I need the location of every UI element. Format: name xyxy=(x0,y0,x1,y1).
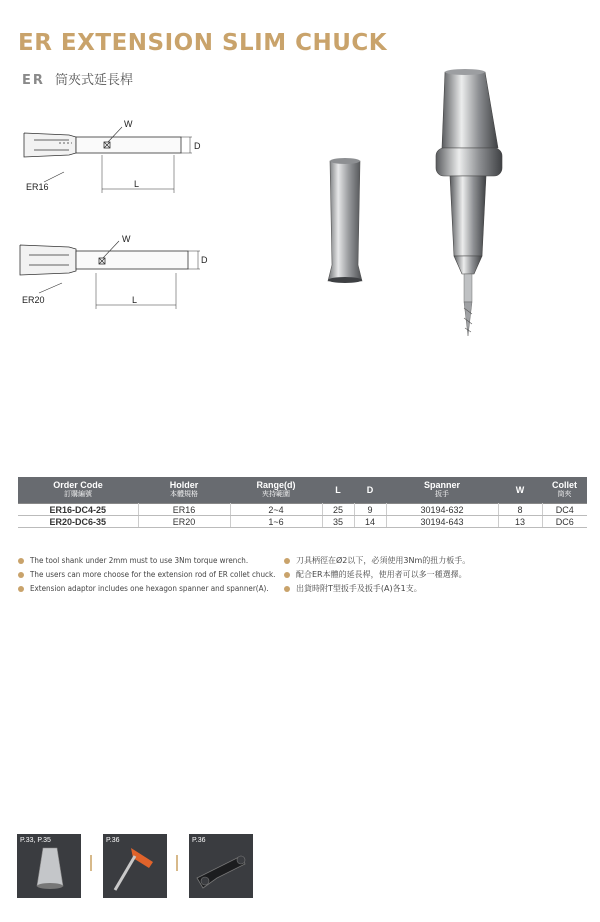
cell-range: 1~6 xyxy=(230,516,322,528)
page-ref-label: P.36 xyxy=(192,837,206,844)
cell-w: 13 xyxy=(498,516,542,528)
page-ref-label: P.36 xyxy=(106,837,120,844)
er16-label: ER16 xyxy=(26,182,49,192)
notes-english xyxy=(18,555,275,597)
cell-w: 8 xyxy=(498,504,542,516)
er20-d-label: D xyxy=(201,255,208,265)
header-w: W xyxy=(498,477,542,504)
subtitle-zh: 筒夾式延長桿 xyxy=(55,73,134,88)
note-item: 配合ER本體的延長桿，使用者可以多一種選擇。 xyxy=(284,569,470,583)
page-subtitle xyxy=(22,69,133,88)
cell-l: 35 xyxy=(322,516,354,528)
subtitle-prefix: ER xyxy=(22,73,45,88)
er20-drawing xyxy=(14,233,214,313)
table-row xyxy=(18,504,587,516)
collet-thumbnail[interactable] xyxy=(17,834,81,898)
thumbnail-divider xyxy=(90,855,92,871)
thumbnail-divider xyxy=(176,855,178,871)
header-order-code: Order Code 訂購編號 xyxy=(18,477,138,504)
er16-l-label: L xyxy=(134,179,140,189)
cell-d: 14 xyxy=(354,516,386,528)
cell-l: 25 xyxy=(322,504,354,516)
cell-d: 9 xyxy=(354,504,386,516)
header-spanner: Spanner 扳手 xyxy=(386,477,498,504)
page-ref-label: P.33, P.35 xyxy=(20,837,51,844)
spanner-thumbnail[interactable] xyxy=(189,834,253,898)
header-collet: Collet 筒夾 xyxy=(542,477,587,504)
header-d: D xyxy=(354,477,386,504)
cell-holder: ER16 xyxy=(138,504,230,516)
collet-photo xyxy=(322,155,368,285)
er20-label: ER20 xyxy=(22,295,45,305)
cell-collet: DC6 xyxy=(542,516,587,528)
note-item: The users can more choose for the extension rod of ER collet chuck. xyxy=(18,569,275,583)
er16-d-label: D xyxy=(194,141,201,151)
header-holder: Holder 本體規格 xyxy=(138,477,230,504)
t-wrench-icon xyxy=(103,834,167,898)
cell-collet: DC4 xyxy=(542,504,587,516)
er16-w-label: W xyxy=(124,119,133,129)
t-wrench-thumbnail[interactable] xyxy=(103,834,167,898)
er20-w-label: W xyxy=(122,234,131,244)
header-l: L xyxy=(322,477,354,504)
cell-spanner: 30194-632 xyxy=(386,504,498,516)
holder-photo xyxy=(430,66,510,341)
note-item: 出貨時附T型扳手及扳手(A)各1支。 xyxy=(284,583,470,597)
header-range: Range(d) 夾持範圍 xyxy=(230,477,322,504)
er16-drawing xyxy=(14,115,214,200)
er20-l-label: L xyxy=(132,295,138,305)
notes-chinese xyxy=(284,555,470,597)
spec-table xyxy=(18,477,587,528)
note-item: 刀具柄徑在Ø2以下，必須使用3Nm的扭力板手。 xyxy=(284,555,470,569)
collet-icon xyxy=(17,834,81,898)
cell-holder: ER20 xyxy=(138,516,230,528)
table-row xyxy=(18,516,587,528)
cell-spanner: 30194-643 xyxy=(386,516,498,528)
cell-order-code: ER16-DC4-25 xyxy=(18,504,138,516)
table-header-row xyxy=(18,477,587,504)
note-item: Extension adaptor includes one hexagon spanner and spanner(A). xyxy=(18,583,275,597)
cell-range: 2~4 xyxy=(230,504,322,516)
spanner-icon xyxy=(189,834,253,898)
page-title: ER EXTENSION SLIM CHUCK xyxy=(18,30,388,56)
note-item: The tool shank under 2mm must to use 3Nm torque wrench. xyxy=(18,555,275,569)
cell-order-code: ER20-DC6-35 xyxy=(18,516,138,528)
